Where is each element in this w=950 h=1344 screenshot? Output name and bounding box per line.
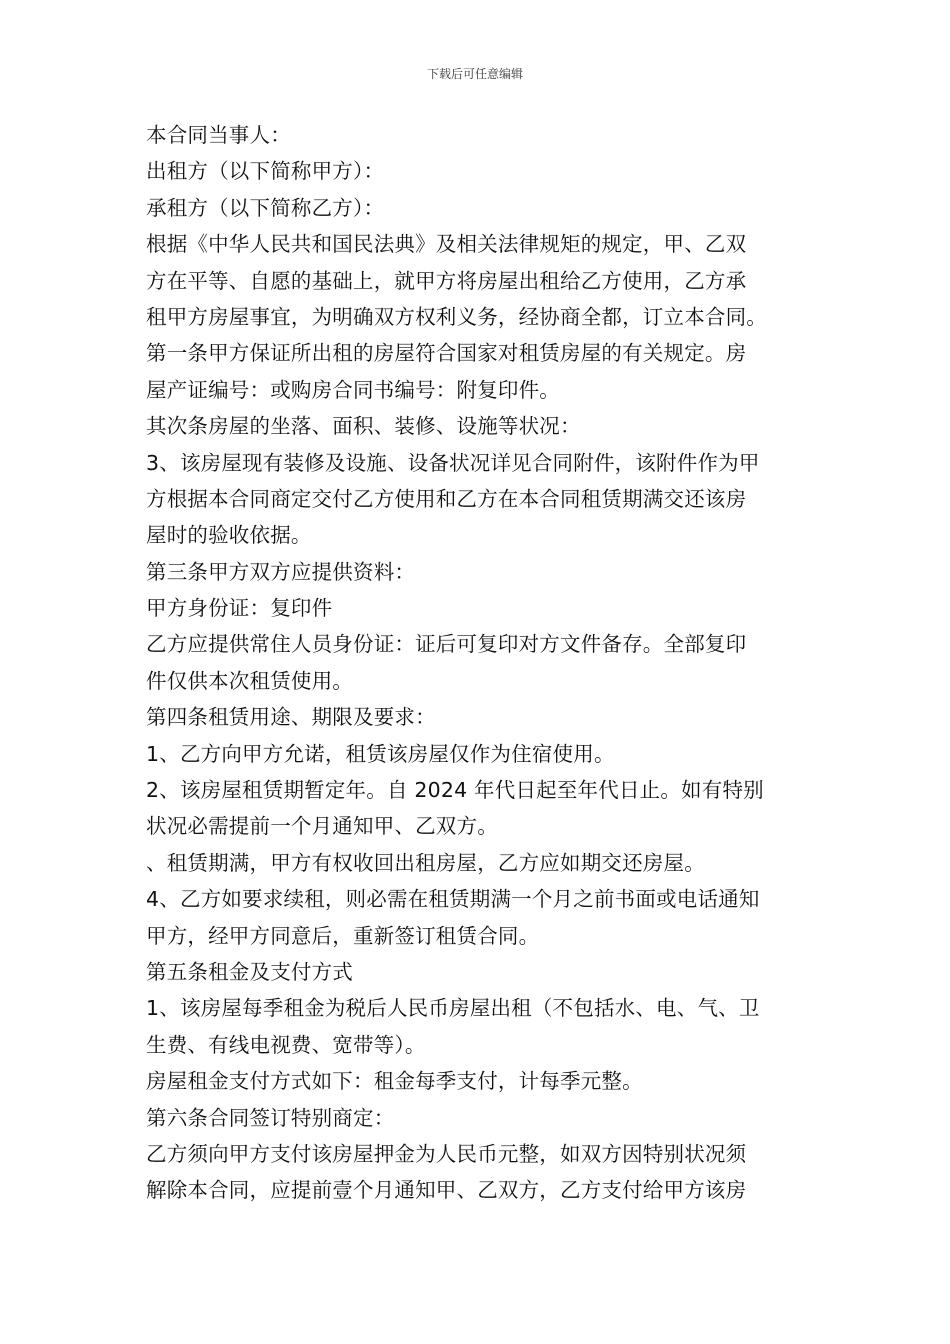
- text-line: 第一条甲方保证所出租的房屋符合国家对租赁房屋的有关规定。房: [146, 341, 747, 366]
- text-line: 方根据本合同商定交付乙方使用和乙方在本合同租赁期满交还该房: [146, 486, 747, 511]
- text-line: 1、乙方向甲方允诺，租赁该房屋仅作为住宿使用。: [146, 741, 615, 766]
- text-line: 本合同当事人：: [146, 123, 291, 147]
- document-body: [146, 117, 814, 1209]
- text-line: 出租方（以下简称甲方）：: [146, 159, 385, 184]
- text-line: 1、该房屋每季租金为税后人民币房屋出租（不包括水、电、气、卫: [146, 996, 760, 1021]
- text-line: 承租方（以下简称乙方）：: [146, 195, 385, 220]
- text-line: 、租赁期满，甲方有权收回出租房屋，乙方应如期交还房屋。: [146, 850, 705, 875]
- text-line: 第五条租金及支付方式: [146, 959, 353, 984]
- text-line: 甲方身份证：复印件: [146, 596, 333, 621]
- text-line: 生费、有线电视费、宽带等）。: [146, 1032, 426, 1057]
- text-line: 甲方，经甲方同意后，重新签订租赁合同。: [146, 923, 540, 948]
- text-line: 第六条合同签订特别商定：: [146, 1105, 395, 1130]
- text-line: 4、乙方如要求续租，则必需在租赁期满一个月之前书面或电话通知: [146, 887, 760, 912]
- text-line: 屋时的验收依据。: [146, 523, 312, 548]
- text-line: 乙方须向甲方支付该房屋押金为人民币元整，如双方因特别状况须: [146, 1141, 747, 1166]
- text-line: 根据《中华人民共和国民法典》及相关法律规矩的规定，甲、乙双: [146, 232, 747, 257]
- text-line: 状况必需提前一个月通知甲、乙双方。: [146, 814, 498, 839]
- text-line: 房屋租金支付方式如下：租金每季支付，计每季元整。: [146, 1069, 643, 1094]
- text-line: 租甲方房屋事宜，为明确双方权利义务，经协商全都，订立本合同。: [146, 304, 767, 329]
- text-line: 解除本合同，应提前壹个月通知甲、乙双方，乙方支付给甲方该房: [146, 1178, 747, 1203]
- text-line: 方在平等、自愿的基础上，就甲方将房屋出租给乙方使用，乙方承: [146, 268, 747, 293]
- text-line: 3、该房屋现有装修及设施、设备状况详见合同附件，该附件作为甲: [146, 450, 760, 475]
- page-header: 下载后可任意编辑: [426, 67, 523, 81]
- text-line: 其次条房屋的坐落、面积、装修、设施等状况：: [146, 414, 581, 439]
- text-line: 屋产证编号：或购房合同书编号：附复印件。: [146, 377, 560, 402]
- text-line: 件仅供本次租赁使用。: [146, 668, 353, 693]
- text-line: 2、该房屋租赁期暂定年。自 2024 年代日起至年代日止。如有特别: [146, 778, 764, 803]
- text-line: 乙方应提供常住人员身份证：证后可复印对方文件备存。全部复印: [146, 632, 747, 657]
- text-line: 第四条租赁用途、期限及要求：: [146, 705, 436, 730]
- text-line: 第三条甲方双方应提供资料：: [146, 559, 416, 584]
